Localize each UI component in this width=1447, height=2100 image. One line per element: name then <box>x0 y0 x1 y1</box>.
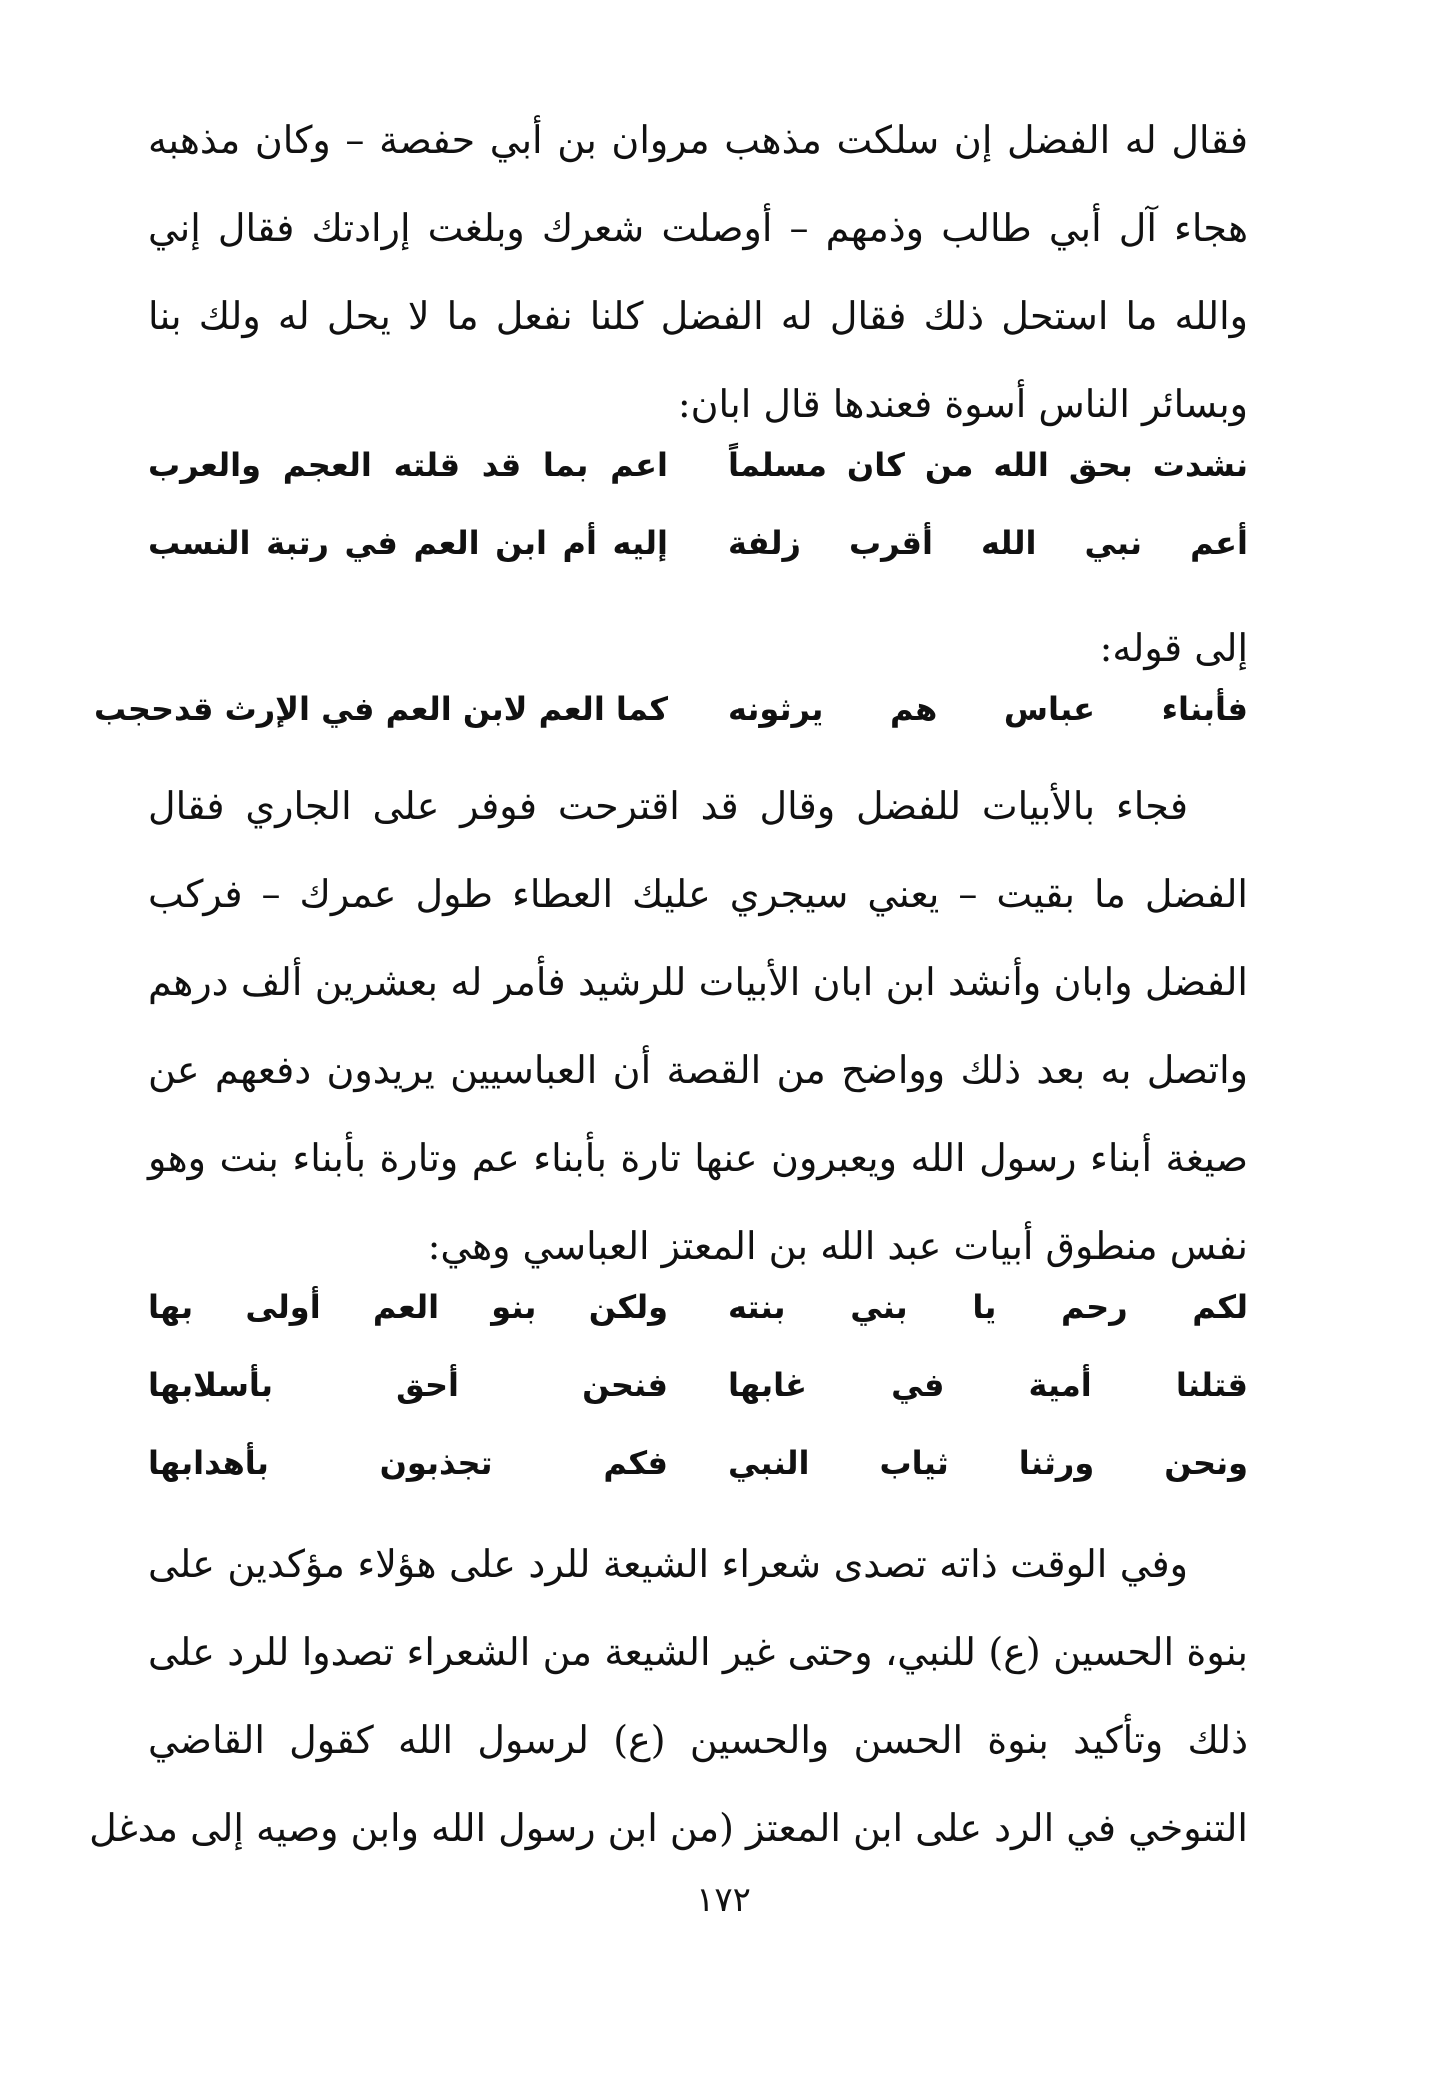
verse-first-hemistich: قتلنا أمية في غابها <box>728 1366 1248 1404</box>
poem-verses-1 <box>148 426 1248 582</box>
verse-second-hemistich: كما العم لابن العم في الإرث قدحجب <box>94 690 668 728</box>
text-line: الفضل وابان وأنشد ابن ابان الأبيات للرشيد فأمر له بعشرين ألف درهم <box>148 960 1248 1004</box>
text-line: هجاء آل أبي طالب وذمهم – أوصلت شعرك وبلغت إرادتك فقال إني <box>148 206 1248 250</box>
text-line: وبسائر الناس أسوة فعندها قال ابان: <box>677 382 1248 426</box>
text-line: الفضل ما بقيت – يعني سيجري عليك العطاء طول عمرك – فركب <box>148 872 1248 916</box>
text-line: فقال له الفضل إن سلكت مذهب مروان بن أبي حفصة – وكان مذهبه <box>148 118 1248 162</box>
text-line: التنوخي في الرد على ابن المعتز (من ابن رسول الله وابن وصيه إلى مدغل <box>89 1806 1248 1850</box>
text-line: والله ما استحل ذلك فقال له الفضل كلنا نفعل ما لا يحل له ولك بنا <box>148 294 1248 338</box>
page-number: ١٧٢ <box>696 1880 751 1920</box>
text-line: بنوة الحسين (ع) للنبي، وحتى غير الشيعة من الشعراء تصدوا للرد على <box>148 1630 1248 1674</box>
verse-first-hemistich: نشدت بحق الله من كان مسلماً <box>728 446 1248 484</box>
verse-first-hemistich: ونحن ورثنا ثياب النبي <box>728 1444 1248 1482</box>
verse-second-hemistich: ولكن بنو العم أولى بها <box>148 1288 668 1326</box>
text-line: ذلك وتأكيد بنوة الحسن والحسين (ع) لرسول الله كقول القاضي <box>148 1718 1248 1762</box>
paragraph-3 <box>89 1520 1248 1872</box>
text-line: واتصل به بعد ذلك وواضح من القصة أن العباسيين يريدون دفعهم عن <box>148 1048 1248 1092</box>
text-line: وفي الوقت ذاته تصدى شعراء الشيعة للرد على هؤلاء مؤكدين على <box>148 1542 1188 1586</box>
verse-second-hemistich: فنحن أحق بأسلابها <box>148 1366 668 1404</box>
verse-first-hemistich: فأبناء عباس هم يرثونه <box>728 690 1248 728</box>
verse-row <box>148 1346 1248 1424</box>
verse-second-hemistich: اعم بما قد قلته العجم والعرب <box>148 446 668 484</box>
verse-first-hemistich: لكم رحم يا بني بنته <box>728 1288 1248 1326</box>
paragraph-2 <box>148 762 1248 1290</box>
verse-row <box>148 1268 1248 1346</box>
verse-second-hemistich: فكم تجذبون بأهدابها <box>148 1444 668 1482</box>
verse-row <box>94 670 1248 748</box>
poem-verses-3 <box>148 1268 1248 1502</box>
text-line: إلى قوله: <box>1099 626 1248 670</box>
verse-row <box>148 504 1248 582</box>
text-line: صيغة أبناء رسول الله ويعبرون عنها تارة بأبناء عم وتارة بأبناء بنت وهو <box>148 1136 1248 1180</box>
poem-verses-2 <box>94 670 1248 748</box>
verse-second-hemistich: إليه أم ابن العم في رتبة النسب <box>148 524 668 562</box>
paragraph-1 <box>148 96 1248 448</box>
text-line: فجاء بالأبيات للفضل وقال قد اقترحت فوفر على الجاري فقال <box>148 784 1188 828</box>
text-line: نفس منطوق أبيات عبد الله بن المعتز العباسي وهي: <box>427 1224 1248 1268</box>
verse-first-hemistich: أعم نبي الله أقرب زلفة <box>728 524 1248 562</box>
verse-row <box>148 1424 1248 1502</box>
verse-row <box>148 426 1248 504</box>
